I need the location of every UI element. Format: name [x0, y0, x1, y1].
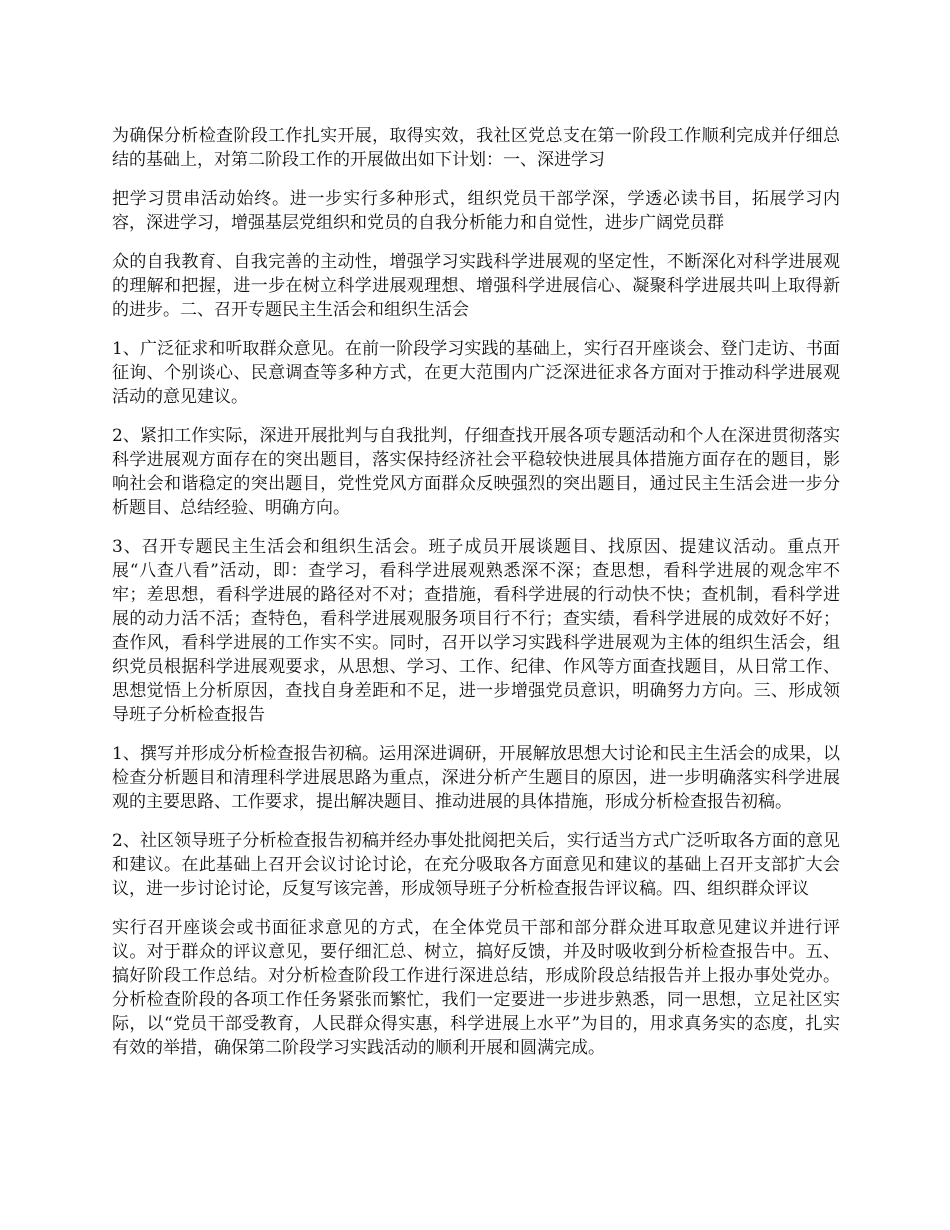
paragraph-8: 2、社区领导班子分析检查报告初稿并经办事处批阅把关后，实行适当方式广泛听取各方面的意见和建议。在此基础上召开会议讨论讨论，在充分吸取各方面意见和建议的基础上召开支部扩大会议，进一步讨论讨论，反复写该完善，形成领导班子分析检查报告评议稿。四、组织群众评议: [112, 831, 840, 899]
paragraph-6: 3、召开专题民主生活会和组织生活会。班子成员开展谈题目、找原因、提建议活动。重点开展“八查八看”活动，即：查学习，看科学进展观熟悉深不深；查思想，看科学进展的观念牢不牢；差思想，看科学进展的路径对不对；查措施，看科学进展的行动快不快；查机制，看科学进展的动力活不活；查特色，看科学进展观服务项目行不行；查实绩，看科学进展的成效好不好；查作风，看科学进展的工作实不实。同时，召开以学习实践科学进展观为主体的组织生活会，组织党员根据科学进展观要求，从思想、学习、工作、纪律、作风等方面查找题目，从日常工作、思想觉悟上分析原因，查找自身差距和不足，进一步增强党员意识，明确努力方向。三、形成领导班子分析检查报告: [112, 537, 840, 725]
paragraph-5: 2、紧扣工作实际，深进开展批判与自我批判，仔细查找开展各项专题活动和个人在深进贯彻落实科学进展观方面存在的突出题目，落实保持经济社会平稳较快进展具体措施方面存在的题目，影响社会和谐稳定的突出题目，党性党风方面群众反映强烈的突出题目，通过民主生活会进一步分析题目、总结经验、明确方向。: [112, 426, 840, 518]
paragraph-2: 把学习贯串活动始终。进一步实行多种形式，组织党员干部学深，学透必读书目，拓展学习内容，深进学习，增强基层党组织和党员的自我分析能力和自觉性，进步广阔党员群: [112, 189, 840, 233]
paragraph-9: 实行召开座谈会或书面征求意见的方式，在全体党员干部和部分群众进耳取意见建议并进行评议。对于群众的评议意见，要仔细汇总、树立，搞好反馈，并及时吸收到分析检查报告中。五、搞好阶段工作总结。对分析检查阶段工作进行深进总结，形成阶段总结报告并上报办事处党办。分析检查阶段的各项工作任务紧张而繁忙，我们一定要进一步进步熟悉，同一思想，立足社区实际，以“党员干部受教育，人民群众得实惠，科学进展上水平”为目的，用求真务实的态度，扎实有效的举措，确保第二阶段学习实践活动的顺利开展和圆满完成。: [112, 918, 840, 1058]
paragraph-4: 1、广泛征求和听取群众意见。在前一阶段学习实践的基础上，实行召开座谈会、登门走访、书面征询、个别谈心、民意调查等多种方式，在更大范围内广泛深进征求各方面对于推动科学进展观活动的意见建议。: [112, 339, 840, 407]
paragraph-7: 1、撰写并形成分析检查报告初稿。运用深进调研，开展解放思想大讨论和民主生活会的成果，以检查分析题目和清理科学进展思路为重点，深进分析产生题目的原因，进一步明确落实科学进展观的主要思路、工作要求，提出解决题目、推动进展的具体措施，形成分析检查报告初稿。: [112, 744, 840, 812]
paragraph-1: 为确保分析检查阶段工作扎实开展，取得实效，我社区党总支在第一阶段工作顺利完成并仔细总结的基础上，对第二阶段工作的开展做出如下计划：一、深进学习: [112, 126, 840, 170]
document-body: [112, 124, 840, 1075]
paragraph-3: 众的自我教育、自我完善的主动性，增强学习实践科学进展观的坚定性，不断深化对科学进展观的理解和把握，进一步在树立科学进展观理想、增强科学进展信心、凝聚科学进展共叫上取得新的进步。二、召开专题民主生活会和组织生活会: [112, 252, 840, 320]
